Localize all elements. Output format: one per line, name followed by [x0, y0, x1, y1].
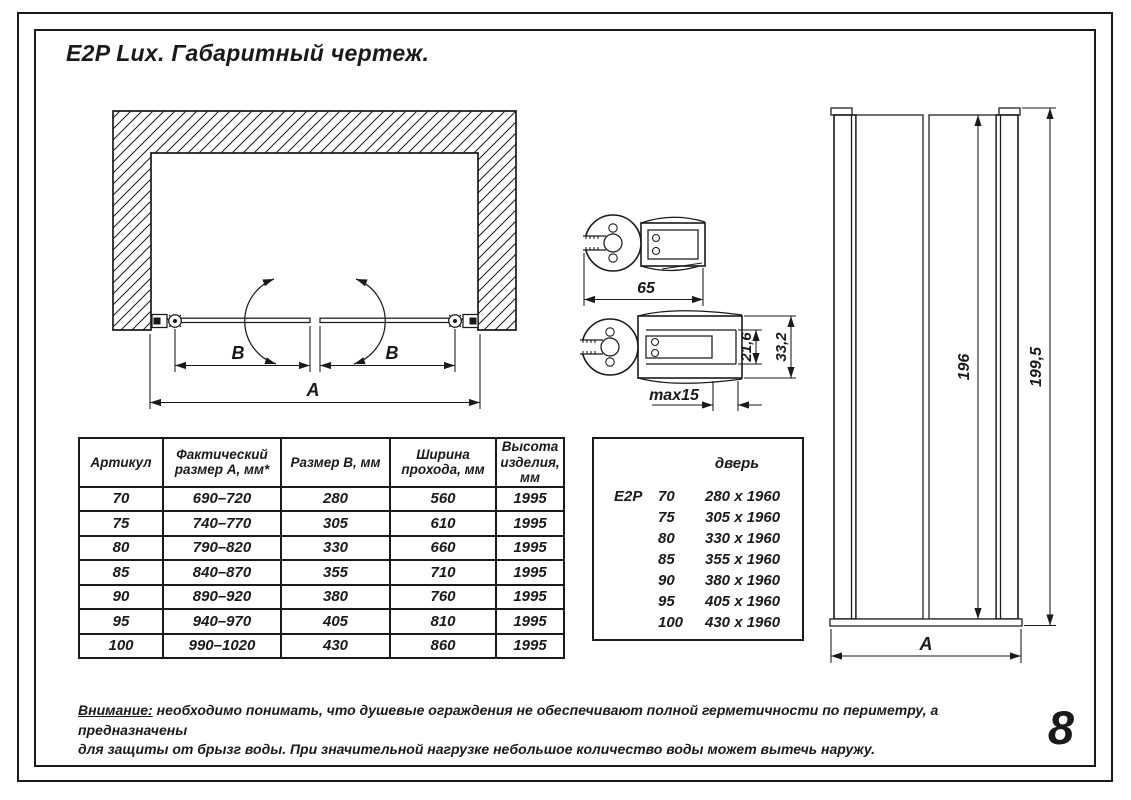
list-item — [594, 549, 802, 570]
door-size: 90 — [658, 572, 675, 589]
dimension-199-5 — [1022, 108, 1056, 626]
table-cell: 860 — [390, 634, 496, 659]
list-item — [594, 507, 802, 528]
profile-section-adjust — [575, 300, 807, 425]
glass-panel-left — [856, 115, 923, 619]
dim-label-b-left: B — [231, 343, 245, 363]
size-table — [78, 437, 565, 659]
wall-bracket-right — [999, 108, 1020, 115]
dim-label-196: 196 — [956, 353, 973, 381]
dim-label-65: 65 — [637, 280, 655, 297]
door-leaf-right — [320, 318, 449, 322]
wall-bracket-left — [831, 108, 852, 115]
door-size: 80 — [658, 530, 675, 547]
dimension-b-right — [320, 326, 455, 372]
profile-section-65 — [575, 195, 723, 315]
page-number: 8 — [1047, 701, 1075, 754]
table-row — [79, 487, 564, 512]
col-header-pass-width: Ширина прохода, мм — [390, 438, 496, 487]
table-cell: 710 — [390, 560, 496, 585]
table-cell: 560 — [390, 487, 496, 512]
table-cell: 430 — [281, 634, 390, 659]
door-size: 75 — [658, 509, 675, 526]
dimension-max15 — [649, 381, 762, 411]
table-cell: 95 — [79, 609, 163, 634]
dimension-21-6 — [738, 330, 762, 364]
table-cell: 90 — [79, 585, 163, 610]
pivot-profile-section — [583, 215, 641, 271]
col-header-height: Высота изделия, мм — [496, 438, 564, 487]
table-cell: 1995 — [496, 634, 564, 659]
table-cell: 280 — [281, 487, 390, 512]
dim-label-33-2: 33,2 — [773, 332, 790, 362]
dimension-front-a — [831, 629, 1021, 663]
table-cell: 85 — [79, 560, 163, 585]
table-cell: 1995 — [496, 560, 564, 585]
table-row — [79, 634, 564, 659]
table-cell: 990–1020 — [163, 634, 281, 659]
top-view-drawing — [100, 96, 530, 426]
door-rows — [594, 486, 802, 633]
table-cell: 660 — [390, 536, 496, 561]
table-cell: 810 — [390, 609, 496, 634]
pivot-profile-section — [580, 319, 638, 375]
table-cell: 940–970 — [163, 609, 281, 634]
door-dims: 405 x 1960 — [705, 593, 781, 610]
door-size: 100 — [658, 614, 684, 631]
dim-label-front-a: A — [919, 634, 933, 654]
warning-note-line1 — [78, 701, 1038, 740]
warning-note-line2: для защиты от брызг воды. При значительной нагрузке небольшое количество воды может вытечь наружу. — [78, 741, 876, 757]
door-size: 95 — [658, 593, 675, 610]
door-dims: 430 x 1960 — [705, 614, 781, 631]
dim-label-b-right: B — [385, 343, 399, 363]
dimension-a — [150, 334, 480, 409]
table-cell: 355 — [281, 560, 390, 585]
wall-hatched — [113, 111, 516, 330]
table-cell: 330 — [281, 536, 390, 561]
list-item — [594, 612, 802, 633]
table-cell: 70 — [79, 487, 163, 512]
door-dims: 355 x 1960 — [705, 551, 781, 568]
door-series-label: E2P — [614, 488, 643, 505]
table-cell: 1995 — [496, 511, 564, 536]
door-table-header: дверь — [714, 455, 760, 472]
door-dims: 280 x 1960 — [705, 488, 781, 505]
list-item — [594, 591, 802, 612]
page-title: E2P Lux. Габаритный чертеж. — [66, 40, 430, 66]
side-profile-right — [996, 115, 1018, 619]
table-cell: 740–770 — [163, 511, 281, 536]
table-cell: 380 — [281, 585, 390, 610]
warning-note — [78, 701, 1038, 760]
list-item — [594, 528, 802, 549]
table-cell: 760 — [390, 585, 496, 610]
dimension-b-left — [175, 326, 310, 372]
side-profile-left — [834, 115, 856, 619]
size-table-header — [79, 438, 564, 487]
table-cell: 610 — [390, 511, 496, 536]
col-header-article: Артикул — [79, 438, 163, 487]
table-cell: 305 — [281, 511, 390, 536]
table-row — [79, 560, 564, 585]
hinge-right — [449, 315, 478, 328]
list-item — [594, 570, 802, 591]
profile-channel — [638, 311, 742, 384]
table-cell: 100 — [79, 634, 163, 659]
table-row — [79, 609, 564, 634]
table-cell: 75 — [79, 511, 163, 536]
list-item — [594, 486, 802, 507]
table-cell: 840–870 — [163, 560, 281, 585]
table-row — [79, 536, 564, 561]
dim-label-max15: max15 — [649, 387, 699, 404]
table-cell: 1995 — [496, 536, 564, 561]
door-dims: 380 x 1960 — [705, 572, 781, 589]
table-cell: 790–820 — [163, 536, 281, 561]
bottom-rail — [830, 619, 1022, 626]
col-header-size-b: Размер В, мм — [281, 438, 390, 487]
profile-body — [641, 217, 705, 270]
door-size: 70 — [658, 488, 675, 505]
table-cell: 1995 — [496, 609, 564, 634]
warning-text-1: необходимо понимать, что душевые ограждения не обеспечивают полной герметичности по периметру, а предназначены — [78, 702, 939, 738]
table-cell: 1995 — [496, 487, 564, 512]
table-row — [79, 585, 564, 610]
warning-label: Внимание: — [78, 702, 153, 718]
hinge-left — [152, 315, 181, 328]
door-dims: 330 x 1960 — [705, 530, 781, 547]
door-leaf-left — [181, 318, 310, 322]
col-header-actual-a: Фактический размер А, мм* — [163, 438, 281, 487]
table-cell: 405 — [281, 609, 390, 634]
dim-label-21-6: 21,6 — [738, 332, 755, 362]
dim-label-a: A — [306, 380, 320, 400]
table-cell: 890–920 — [163, 585, 281, 610]
dim-label-199-5: 199,5 — [1028, 346, 1045, 388]
door-glass-table — [592, 437, 804, 641]
table-row — [79, 511, 564, 536]
table-cell: 690–720 — [163, 487, 281, 512]
door-size: 85 — [658, 551, 675, 568]
table-cell: 1995 — [496, 585, 564, 610]
table-cell: 80 — [79, 536, 163, 561]
front-view-drawing — [818, 98, 1070, 673]
door-dims: 305 x 1960 — [705, 509, 781, 526]
